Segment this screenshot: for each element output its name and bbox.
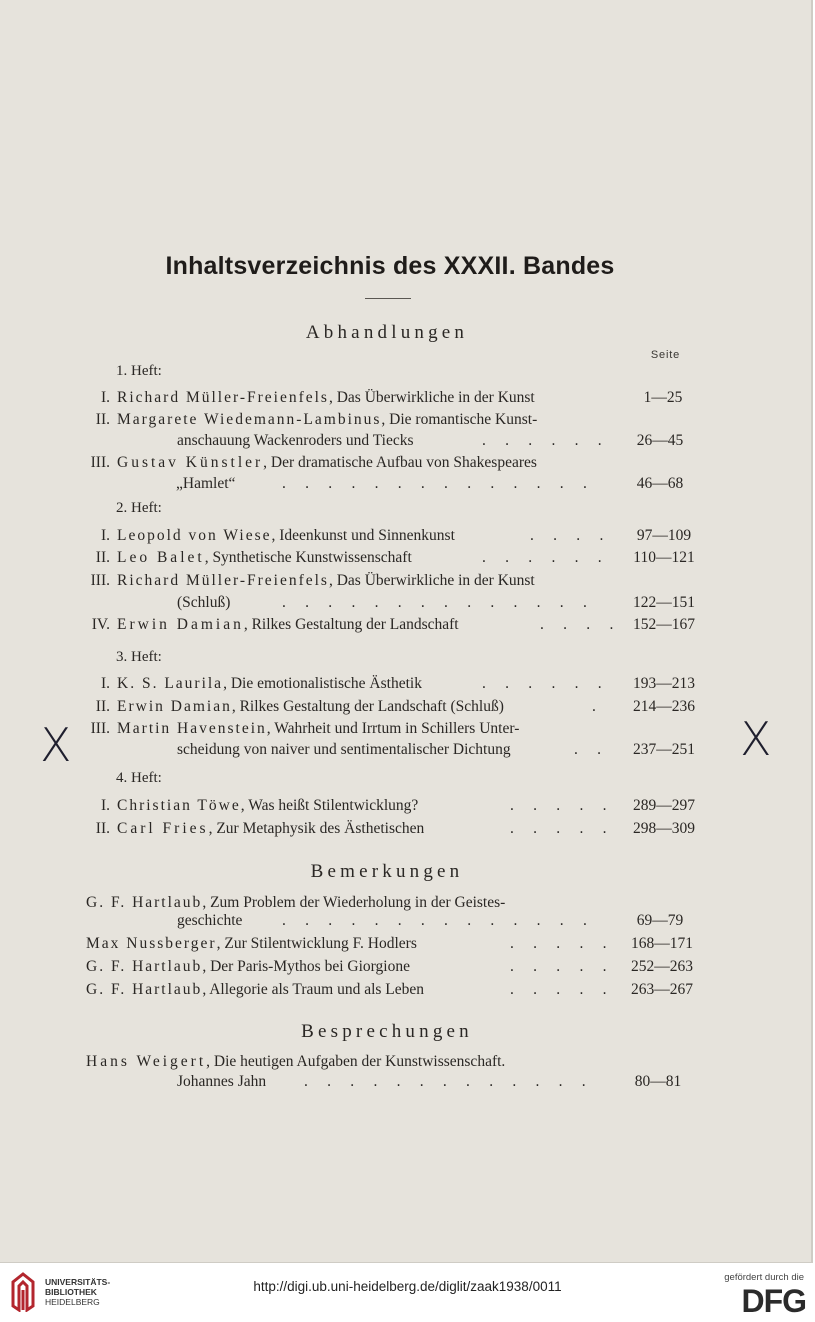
page-title: Inhaltsverzeichnis des XXXII. Bandes xyxy=(165,252,615,280)
heft-heading-1: 1. Heft: xyxy=(116,363,162,379)
page-range: 193—213 xyxy=(633,675,695,692)
toc-entry[interactable]: I. Richard Müller-Freienfels, Das Überwirkliche in der Kunst 1—25 xyxy=(0,388,700,408)
handwritten-x-mark-right: X xyxy=(740,712,772,766)
toc-entry[interactable]: III. Richard Müller-Freienfels, Das Überwirkliche in der Kunst xyxy=(90,572,535,589)
page-range: 1—25 xyxy=(643,389,683,406)
page-range: 122—151 xyxy=(633,594,695,611)
page-range: 237—251 xyxy=(633,741,695,758)
toc-entry[interactable]: I. K. S. Laurila, Die emotionalistische Ästhetik . . . . . . 193—213 xyxy=(0,674,700,694)
toc-entry[interactable]: IV. Erwin Damian, Rilkes Gestaltung der Landschaft . . . . 152—167 xyxy=(0,615,700,635)
page-range: 46—68 xyxy=(636,475,684,492)
page-range: 80—81 xyxy=(634,1073,682,1090)
page-range: 97—109 xyxy=(636,527,692,544)
heft-heading-4: 4. Heft: xyxy=(116,770,162,786)
toc-entry[interactable]: II. Leo Balet, Synthetische Kunstwissenschaft . . . . . . 110—121 xyxy=(0,548,700,568)
toc-entry[interactable]: II. Carl Fries, Zur Metaphysik des Ästhetischen . . . . . 298—309 xyxy=(0,819,700,839)
page-range: 168—171 xyxy=(631,935,693,952)
page-range: 263—267 xyxy=(631,981,693,998)
heft-heading-3: 3. Heft: xyxy=(116,649,162,665)
toc-entry[interactable]: II. Erwin Damian, Rilkes Gestaltung der Landschaft (Schluß) . 214—236 xyxy=(0,697,700,717)
toc-entry-continuation: (Schluß) . . . . . . . . . . . . . . 122—151 xyxy=(0,593,700,613)
permalink-url[interactable]: http://digi.ub.uni-heidelberg.de/diglit/zaak1938/0011 xyxy=(253,1279,562,1294)
page-range: 214—236 xyxy=(633,698,695,715)
page-range: 289—297 xyxy=(633,797,695,814)
toc-entry[interactable]: G. F. Hartlaub, Zum Problem der Wiederholung in der Geistes- xyxy=(86,894,506,911)
title-divider xyxy=(365,298,411,299)
toc-entry[interactable]: II. Margarete Wiedemann-Lambinus, Die romantische Kunst- xyxy=(95,411,538,428)
toc-entry[interactable]: G. F. Hartlaub, Allegorie als Traum und als Leben . . . . . 263—267 xyxy=(0,980,700,1000)
toc-entry[interactable]: I. Leopold von Wiese, Ideenkunst und Sinnenkunst . . . . 97—109 xyxy=(0,526,700,546)
toc-entry-continuation: „Hamlet“ . . . . . . . . . . . . . . 46—68 xyxy=(0,474,700,494)
page-range: 26—45 xyxy=(636,432,684,449)
toc-entry[interactable]: Max Nussberger, Zur Stilentwicklung F. Hodlers . . . . . 168—171 xyxy=(0,934,700,954)
heft-heading-2: 2. Heft: xyxy=(116,500,162,516)
page-range: 252—263 xyxy=(631,958,693,975)
page-range: 298—309 xyxy=(633,820,695,837)
toc-entry[interactable]: G. F. Hartlaub, Der Paris-Mythos bei Giorgione . . . . . 252—263 xyxy=(0,957,700,977)
page-column-label: Seite xyxy=(650,349,680,361)
toc-entry[interactable]: III. Martin Havenstein, Wahrheit und Irrtum in Schillers Unter- xyxy=(90,720,520,737)
page-range: 152—167 xyxy=(633,616,695,633)
library-name-line2: BIBLIOTHEK xyxy=(45,1287,97,1297)
dfg-logo: DFG xyxy=(741,1283,806,1319)
toc-entry-continuation: geschichte . . . . . . . . . . . . . . 69—79 xyxy=(0,911,700,931)
toc-entry[interactable]: III. Gustav Künstler, Der dramatische Aufbau von Shakespeares xyxy=(90,454,537,471)
page-range: 69—79 xyxy=(636,912,684,929)
funding-caption: gefördert durch die xyxy=(724,1272,804,1283)
page-range: 110—121 xyxy=(633,549,695,566)
section-heading-abhandlungen: Abhandlungen xyxy=(305,322,469,343)
section-heading-bemerkungen: Bemerkungen xyxy=(310,861,464,882)
handwritten-x-mark-left: X xyxy=(40,718,72,772)
library-name-line3: HEIDELBERG xyxy=(45,1297,100,1307)
toc-entry[interactable]: I. Christian Töwe, Was heißt Stilentwicklung? . . . . . 289—297 xyxy=(0,796,700,816)
toc-entry-continuation: Johannes Jahn . . . . . . . . . . . . . 80—81 xyxy=(0,1072,700,1092)
toc-entry-continuation: anschauung Wackenroders und Tiecks . . . . . . 26—45 xyxy=(0,431,700,451)
library-name-line1: UNIVERSITÄTS- xyxy=(45,1277,111,1287)
section-heading-besprechungen: Besprechungen xyxy=(301,1021,473,1042)
toc-entry-continuation: scheidung von naiver und sentimentalischer Dichtung . . 237—251 xyxy=(0,740,700,760)
toc-entry[interactable]: Hans Weigert, Die heutigen Aufgaben der Kunstwissenschaft. xyxy=(86,1053,506,1070)
